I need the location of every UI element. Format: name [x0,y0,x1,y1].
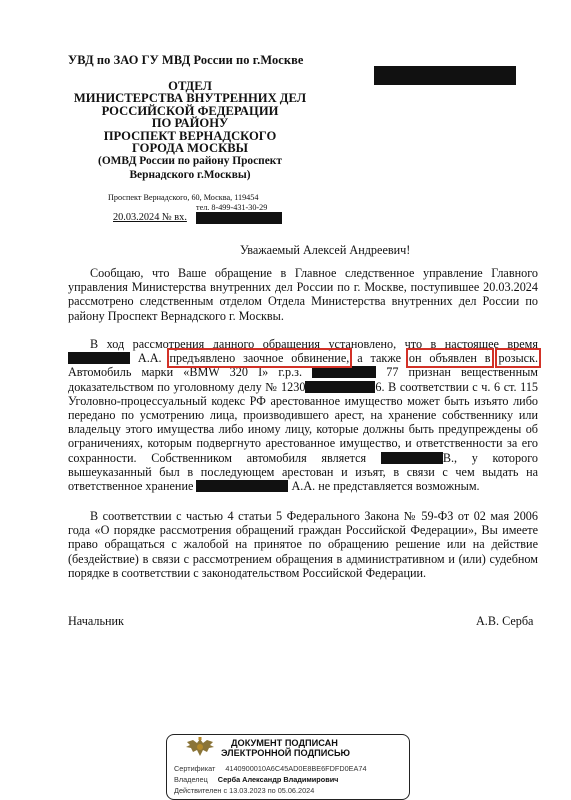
p2-part-g: 6. В соответствии с ч. 6 ст. 115 Уголовно-процессуальный кодекс РФ арестованное имущество может быть изъято либо передано по усмотрению лица, производившего арест, на хранение собственнику или владельцу этого имущества либо иному лицу, которые должны быть предупреждены об ограничениях, которым подвергнуто арестованное имущество, и ответственности за его сохранности. Собственником автомобиля является [68,379,539,465]
paragraph-1-text: Сообщаю, что Ваше обращение в Главное следственное управление Главного управления Министерства внутренних дел России по г. Москве, поступившее 20.03.2024 рассмотрено следственным отделом Отдела Министерства внутренних дел России по району Проспект Вернадского г. Москвы. [68,266,538,323]
redacted-incoming-number [196,212,282,224]
incoming-date-number [113,212,187,223]
redacted-applicant-surname [196,480,288,492]
paragraph-1 [68,266,538,323]
stamp-title-line2: ЭЛЕКТРОННОЙ ПОДПИСЬЮ [221,748,351,758]
p2-part-d: Автомобиль марки «BMW 320 I» г.р.з. [68,365,303,380]
owner-value: Серба Александр Владимирович [217,775,339,784]
double-headed-eagle-icon [183,736,217,758]
dept-short-line: Вернадского г.Москвы) [129,169,251,182]
paragraph-3-text: В соответствии с частью 4 статьи 5 Федерального Закона № 59-ФЗ от 02 мая 2006 года «О порядке рассмотрения обращений граждан Российской Федерации», Вы имеете право обращаться с жалобой на принятое по обращению решение или на действие (бездействие) в связи с рассмотрением обращения в административном и (или) судебном порядке в соответствии с законодательством Российской Федерации. [68,509,538,580]
greeting: Уважаемый Алексей Андреевич! [240,243,411,257]
dept-short-line: (ОМВД России по району Проспект [98,155,282,168]
dept-address: Проспект Вернадского, 60, Москва, 119454 [108,193,259,202]
signatory-name: А.В. Серба [476,614,534,628]
stamp-certificate [174,764,367,773]
stamp-owner [174,775,338,784]
paragraph-3 [68,509,538,580]
stamp-title-line1: ДОКУМЕНТ ПОДПИСАН [231,738,338,748]
paragraph-2 [68,337,538,493]
e-signature-stamp [166,734,410,800]
dept-line: ОТДЕЛ [168,79,212,93]
redacted-case-number [305,381,375,393]
highlight-charge: предъявлено заочное обвинение, [169,351,350,366]
redacted-plate [312,366,376,378]
dept-line: МИНИСТЕРСТВА ВНУТРЕННИХ ДЕЛ [73,91,307,106]
dept-line: РОССИЙСКОЙ ФЕДЕРАЦИИ [101,103,279,118]
highlight-wanted-1: он объявлен в [408,351,491,366]
signatory-title: Начальник [68,614,124,628]
dept-line: ГОРОДА МОСКВЫ [131,141,249,156]
owner-label: Владелец [174,775,208,784]
redacted-surname [68,352,130,364]
certificate-value: 4140900010A6C45AD0E8BE6FDFD0EA74 [225,764,367,773]
p2-part-a: В ход рассмотрения данного обращения установлено, что в настоящее время [90,337,538,351]
dept-line: ПО РАЙОНУ [151,116,229,131]
p2-part-b: А.А. [137,351,162,366]
certificate-label: Сертификат [174,764,216,773]
p2-part-c: а также [357,351,401,366]
p2-part-i: А.А. не представляется возможным. [291,479,480,494]
redacted-owner-name [381,452,443,464]
date-number-text: 20.03.2024 № вх. [113,212,187,223]
header-agency-line: УВД по ЗАО ГУ МВД России по г.Москве [68,53,304,67]
p2-part-f: 1230 [281,379,306,394]
redacted-recipient-block [374,66,516,85]
p2-part-h: В., у которого вышеуказанный был в последующем арестован и изъят, в связи с чем выдать на ответственное хранение [68,450,538,494]
p2-part-e: 77 признан вещественным доказательством по уголовному делу № [68,365,539,394]
dept-phone: тел. 8-499-431-30-29 [196,203,268,212]
stamp-validity: Действителен с 13.03.2023 по 05.06.2024 [174,786,315,795]
highlight-wanted-2: розыск. [498,351,539,366]
department-name [55,80,325,182]
dept-line: ПРОСПЕКТ ВЕРНАДСКОГО [103,128,277,143]
